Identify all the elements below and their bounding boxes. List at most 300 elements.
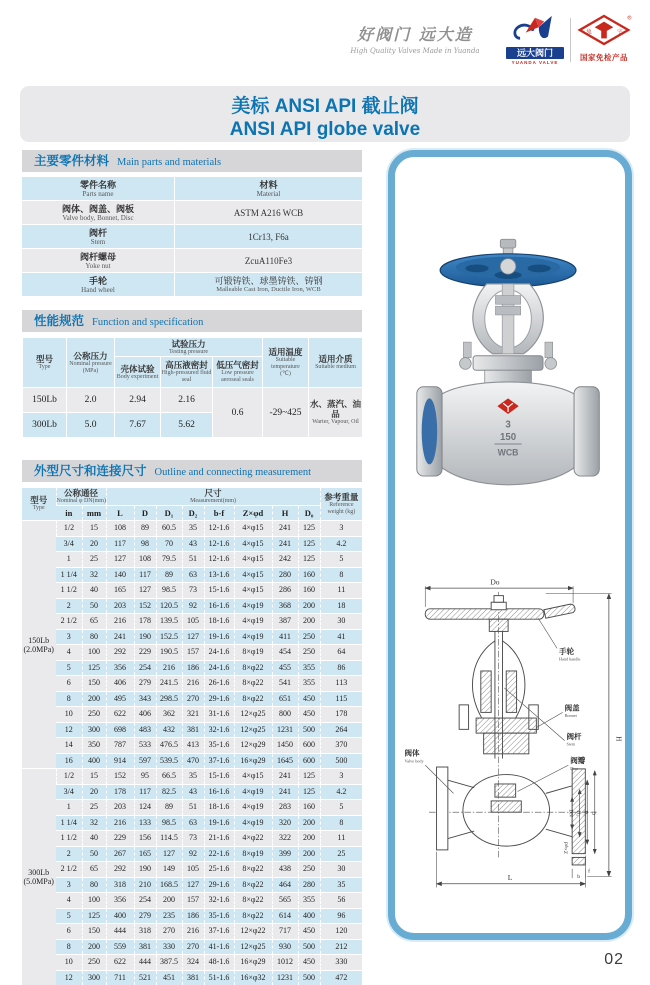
dim-cell: 35-1.6 bbox=[204, 738, 234, 754]
dim-cell: 355 bbox=[298, 676, 320, 692]
dim-cell: 165 bbox=[134, 846, 156, 862]
table-row bbox=[22, 583, 362, 599]
dim-cell: 43 bbox=[182, 536, 204, 552]
dim-cell: 270 bbox=[182, 691, 204, 707]
dim-cell: 108 bbox=[106, 521, 134, 537]
dim-cell: 12×φ25 bbox=[234, 722, 272, 738]
badge-diamond-icon bbox=[576, 14, 632, 46]
dim-cell: 318 bbox=[106, 877, 134, 893]
dim-cell: 40 bbox=[82, 831, 106, 847]
dim-cell: 8 bbox=[320, 815, 362, 831]
dim-cell: 64 bbox=[320, 645, 362, 661]
dim-cell: 521 bbox=[134, 970, 156, 985]
table-row bbox=[22, 738, 362, 754]
dim-cell: 8 bbox=[320, 567, 362, 583]
dim-cell: 500 bbox=[320, 753, 362, 769]
section-spec-en: Function and specification bbox=[92, 317, 203, 328]
page-title-zh: 美标 ANSI API 截止阀 bbox=[20, 91, 630, 118]
dim-cell: 3/4 bbox=[56, 536, 82, 552]
table-row bbox=[22, 691, 362, 707]
dim-cell: 597 bbox=[134, 753, 156, 769]
spec-header-medium: 适用介质 Suitable medium bbox=[309, 338, 363, 388]
dim-cell: 25 bbox=[320, 846, 362, 862]
dim-cell: 16-1.6 bbox=[204, 784, 234, 800]
header-parts-name: 零件名称 Parts name bbox=[22, 177, 174, 200]
valve-figure-card bbox=[388, 150, 632, 940]
dim-cell: 216 bbox=[182, 676, 204, 692]
dim-cell: 51 bbox=[182, 552, 204, 568]
dim-cell: 12×φ25 bbox=[234, 939, 272, 955]
dim-cell: 476.5 bbox=[156, 738, 182, 754]
dim-cell: 267 bbox=[106, 846, 134, 862]
dim-cell: 539.5 bbox=[156, 753, 182, 769]
label-bonnet-zh: 阀盖 bbox=[565, 703, 581, 713]
dim-cell: 24-1.6 bbox=[204, 660, 234, 676]
dims-header-size: 尺寸 Measurement(mm) bbox=[106, 488, 320, 506]
dim-cell: 330 bbox=[320, 955, 362, 971]
table-row: 阀体、阀盖、阀板 Valve body, Bonnet, Disc ASTM A216 WCB bbox=[22, 201, 362, 224]
dims-header-type: 型号 Type bbox=[22, 488, 56, 521]
brand-swoosh-icon bbox=[506, 14, 564, 42]
dim-cell: 157 bbox=[182, 893, 204, 909]
dim-cell: 25 bbox=[82, 552, 106, 568]
dim-cell: 15 bbox=[82, 521, 106, 537]
dim-cell: 115 bbox=[320, 691, 362, 707]
dim-d1-label: D₁ bbox=[582, 810, 588, 816]
table-row bbox=[22, 939, 362, 955]
dim-cell: 1012 bbox=[272, 955, 298, 971]
dim-cell: 8×φ19 bbox=[234, 645, 272, 661]
dim-cell: 4 bbox=[56, 645, 82, 661]
dim-cell: 500 bbox=[298, 722, 320, 738]
dim-cell: 3 bbox=[56, 877, 82, 893]
dim-cell: 254 bbox=[134, 660, 156, 676]
dim-cell: 178 bbox=[134, 614, 156, 630]
dim-cell: 98.5 bbox=[156, 583, 182, 599]
dim-cell: 455 bbox=[272, 660, 298, 676]
dim-cell: 50 bbox=[82, 846, 106, 862]
dim-cell: 1 1/2 bbox=[56, 583, 82, 599]
table-row bbox=[22, 645, 362, 661]
dim-cell: 15 bbox=[82, 769, 106, 785]
dim-cell: 4×φ15 bbox=[234, 583, 272, 599]
dim-cell: 32 bbox=[82, 567, 106, 583]
dim-cell: 100 bbox=[82, 893, 106, 909]
dim-cell: 1231 bbox=[272, 722, 298, 738]
dim-cell: 5 bbox=[56, 908, 82, 924]
dim-cell: 32-1.6 bbox=[204, 893, 234, 909]
dim-cell: 381 bbox=[134, 939, 156, 955]
dim-cell: 127 bbox=[182, 877, 204, 893]
dim-cell: 19-1.6 bbox=[204, 629, 234, 645]
dim-cell: 464 bbox=[272, 877, 298, 893]
dim-cell: 4.2 bbox=[320, 536, 362, 552]
table-row bbox=[22, 567, 362, 583]
table-row: 150Lb 2.0 2.94 2.16 0.6 -29~425 水、蒸汽、油品 Warter, Vapour, Oil bbox=[23, 388, 363, 413]
dim-cell: 125 bbox=[298, 536, 320, 552]
dim-cell: 96 bbox=[320, 908, 362, 924]
dim-cell: 95 bbox=[134, 769, 156, 785]
dim-do-label: Do bbox=[490, 577, 499, 586]
dim-cell: 113 bbox=[320, 676, 362, 692]
dim-cell: 343 bbox=[134, 691, 156, 707]
dim-cell: 279 bbox=[134, 908, 156, 924]
dim-cell: 22-1.6 bbox=[204, 846, 234, 862]
dim-cell: 200 bbox=[156, 893, 182, 909]
dim-cell: 150 bbox=[82, 676, 106, 692]
dim-cell: 16×φ29 bbox=[234, 753, 272, 769]
dim-cell: 450 bbox=[298, 924, 320, 940]
dim-cell: 283 bbox=[272, 800, 298, 816]
valve-drawing bbox=[397, 555, 623, 923]
dim-cell: 160 bbox=[298, 567, 320, 583]
label-bonnet-en: Bonnet bbox=[565, 713, 578, 718]
dim-cell: 241 bbox=[272, 521, 298, 537]
dim-cell: 186 bbox=[182, 908, 204, 924]
slogan-zh: 好阀门 远大造 bbox=[325, 22, 505, 45]
dim-cell: 387 bbox=[272, 614, 298, 630]
aeroseal-value: 0.6 bbox=[213, 388, 263, 438]
dim-cell: 16×φ32 bbox=[234, 970, 272, 985]
table-header-row bbox=[22, 177, 362, 200]
dim-cell: 454 bbox=[272, 645, 298, 661]
dim-cell: 4×φ19 bbox=[234, 629, 272, 645]
dim-cell: 41-1.6 bbox=[204, 939, 234, 955]
badge-label: 国家免检产品 bbox=[576, 52, 632, 63]
dim-cell: 48-1.6 bbox=[204, 955, 234, 971]
table-row bbox=[22, 846, 362, 862]
dim-cell: 32 bbox=[82, 815, 106, 831]
dim-cell: 200 bbox=[298, 815, 320, 831]
dim-cell: 105 bbox=[182, 862, 204, 878]
dim-cell: 438 bbox=[272, 862, 298, 878]
dim-zxd-label: Z×φd bbox=[563, 842, 569, 854]
dim-cell: 152 bbox=[106, 769, 134, 785]
dim-cell: 250 bbox=[298, 629, 320, 645]
dim-cell: 350 bbox=[82, 738, 106, 754]
dim-cell: 600 bbox=[298, 738, 320, 754]
dim-cell: 356 bbox=[106, 893, 134, 909]
dim-cell: 12 bbox=[56, 722, 82, 738]
dim-cell: 930 bbox=[272, 939, 298, 955]
dim-cell: 250 bbox=[298, 645, 320, 661]
dim-cell: 105 bbox=[182, 614, 204, 630]
dim-cell: 216 bbox=[106, 815, 134, 831]
dim-cell: 73 bbox=[182, 583, 204, 599]
dim-cell: 4×φ15 bbox=[234, 536, 272, 552]
dim-cell: 14 bbox=[56, 738, 82, 754]
dim-cell: 229 bbox=[106, 831, 134, 847]
table-row bbox=[22, 862, 362, 878]
dim-cell: 100 bbox=[82, 645, 106, 661]
dim-f-label: f bbox=[588, 867, 590, 874]
table-row bbox=[22, 908, 362, 924]
dim-cell: 241.5 bbox=[156, 676, 182, 692]
dim-cell: 12 bbox=[56, 970, 82, 985]
materials-table bbox=[22, 177, 362, 297]
dim-cell: 12-1.6 bbox=[204, 521, 234, 537]
dim-cell: 8×φ22 bbox=[234, 877, 272, 893]
dim-cell: 89 bbox=[156, 800, 182, 816]
dim-cell: 8×φ22 bbox=[234, 908, 272, 924]
dim-cell: 450 bbox=[298, 707, 320, 723]
table-row bbox=[22, 536, 362, 552]
label-disc-en: Disc bbox=[570, 766, 578, 771]
dim-cell: 450 bbox=[298, 955, 320, 971]
dim-cell: 5 bbox=[320, 800, 362, 816]
dim-cell: 3 bbox=[320, 521, 362, 537]
dim-cell: 5 bbox=[320, 552, 362, 568]
dim-cell: 242 bbox=[272, 552, 298, 568]
dim-cell: 41 bbox=[320, 629, 362, 645]
dim-cell: 320 bbox=[272, 815, 298, 831]
table-row bbox=[22, 831, 362, 847]
dim-cell: 3/4 bbox=[56, 784, 82, 800]
dim-d2-label: D₂ bbox=[575, 810, 581, 816]
dim-cell: 451 bbox=[156, 970, 182, 985]
valve-yoke bbox=[473, 284, 544, 354]
table-row bbox=[22, 598, 362, 614]
dim-cell: 1 bbox=[56, 552, 82, 568]
dim-cell: 92 bbox=[182, 598, 204, 614]
dim-cell: 8×φ22 bbox=[234, 862, 272, 878]
dim-cell: 98.5 bbox=[156, 815, 182, 831]
dim-cell: 20 bbox=[82, 536, 106, 552]
dim-cell: 32-1.6 bbox=[204, 722, 234, 738]
spec-header-temp: 适用温度 Suitable temperature (℃) bbox=[263, 338, 309, 388]
dim-cell: 241 bbox=[272, 769, 298, 785]
dim-cell: 432 bbox=[156, 722, 182, 738]
dim-cell: 300 bbox=[82, 722, 106, 738]
dim-cell: 279 bbox=[134, 676, 156, 692]
dim-cell: 140 bbox=[106, 567, 134, 583]
dim-cell: 79.5 bbox=[156, 552, 182, 568]
dim-cell: 4×φ19 bbox=[234, 784, 272, 800]
dim-cell: 8×φ19 bbox=[234, 846, 272, 862]
dim-cell: 18-1.6 bbox=[204, 800, 234, 816]
label-body-en: Valve body bbox=[405, 758, 425, 763]
dim-cell: 406 bbox=[134, 707, 156, 723]
dim-cell: 622 bbox=[106, 707, 134, 723]
dim-cell: 406 bbox=[106, 676, 134, 692]
spec-table bbox=[22, 337, 363, 438]
dim-cell: 1231 bbox=[272, 970, 298, 985]
dim-cell: 280 bbox=[272, 567, 298, 583]
dim-cell: 29-1.6 bbox=[204, 877, 234, 893]
dim-cell: 622 bbox=[106, 955, 134, 971]
dim-cell: 355 bbox=[298, 893, 320, 909]
inspection-badge bbox=[576, 14, 632, 63]
dim-cell: 63 bbox=[182, 815, 204, 831]
dim-cell: 3 bbox=[320, 769, 362, 785]
dim-cell: 40 bbox=[82, 583, 106, 599]
svg-text:兔: 兔 bbox=[586, 28, 592, 36]
dim-cell: 13-1.6 bbox=[204, 567, 234, 583]
dim-cell: 86 bbox=[320, 660, 362, 676]
dim-cell: 12-1.6 bbox=[204, 552, 234, 568]
dim-cell: 29-1.6 bbox=[204, 691, 234, 707]
dim-cell: 186 bbox=[182, 660, 204, 676]
svg-text:3: 3 bbox=[505, 420, 511, 431]
type-group-cell: 300Lb (5.0MPa) bbox=[22, 769, 56, 985]
dim-cell: 10 bbox=[56, 707, 82, 723]
dim-cell: 124 bbox=[134, 800, 156, 816]
dim-cell: 8×φ22 bbox=[234, 660, 272, 676]
type-group-cell: 150Lb (2.0MPa) bbox=[22, 521, 56, 769]
dim-cell: 51 bbox=[182, 800, 204, 816]
badge-reg-mark: ® bbox=[627, 15, 632, 22]
dim-cell: 270 bbox=[156, 924, 182, 940]
section-spec-zh: 性能规范 bbox=[34, 310, 84, 332]
table-row: 手轮 Hand wheel 可锻铸铁、球墨铸铁、铸钢 Malleable Cast Iron, Ductile Iron, WCB bbox=[22, 273, 362, 296]
dim-cell: 203 bbox=[106, 800, 134, 816]
dim-cell: 30 bbox=[320, 614, 362, 630]
table-row: 阀杆 Stem 1Cr13, F6a bbox=[22, 225, 362, 248]
dim-cell: 216 bbox=[106, 614, 134, 630]
dim-cell: 698 bbox=[106, 722, 134, 738]
dim-cell: 472 bbox=[320, 970, 362, 985]
page-title-en: ANSI API globe valve bbox=[20, 119, 630, 141]
dim-cell: 8×φ22 bbox=[234, 893, 272, 909]
dim-cell: 914 bbox=[106, 753, 134, 769]
dim-cell: 117 bbox=[134, 567, 156, 583]
dim-cell: 125 bbox=[82, 660, 106, 676]
spec-header-type: 型号 Type bbox=[23, 338, 67, 388]
valve-handwheel bbox=[440, 254, 576, 287]
dim-cell: 200 bbox=[82, 939, 106, 955]
dim-cell: 89 bbox=[134, 521, 156, 537]
dim-cell: 63 bbox=[182, 567, 204, 583]
medium-value: 水、蒸汽、油品 Warter, Vapour, Oil bbox=[309, 388, 363, 438]
dim-cell: 26-1.6 bbox=[204, 676, 234, 692]
section-materials-zh: 主要零件材料 bbox=[34, 150, 109, 172]
dim-cell: 2 1/2 bbox=[56, 614, 82, 630]
table-row: 阀杆螺母 Yoke nut ZcuA110Fe3 bbox=[22, 249, 362, 272]
dim-cell: 16 bbox=[56, 753, 82, 769]
dim-cell: 149 bbox=[156, 862, 182, 878]
dim-cell: 322 bbox=[272, 831, 298, 847]
dims-subheader-row: in mm L D D₁ D₂ b-f Z×φd H D₀ bbox=[22, 506, 362, 521]
dim-dn-label: DN bbox=[567, 809, 573, 817]
dim-cell: 4×φ19 bbox=[234, 800, 272, 816]
dim-cell: 2 bbox=[56, 598, 82, 614]
label-stem-zh: 阀杆 bbox=[567, 731, 583, 741]
dim-cell: 50 bbox=[82, 598, 106, 614]
dim-cell: 127 bbox=[106, 552, 134, 568]
dim-cell: 190 bbox=[134, 862, 156, 878]
label-handwheel-zh: 手轮 bbox=[559, 646, 575, 656]
dim-cell: 4×φ22 bbox=[234, 831, 272, 847]
dim-cell: 1450 bbox=[272, 738, 298, 754]
dim-cell: 1/2 bbox=[56, 769, 82, 785]
dim-cell: 12×φ29 bbox=[234, 738, 272, 754]
section-dims bbox=[22, 460, 362, 482]
table-row bbox=[22, 521, 362, 537]
dim-cell: 387.5 bbox=[156, 955, 182, 971]
dim-cell: 30 bbox=[320, 862, 362, 878]
dim-cell: 413 bbox=[182, 738, 204, 754]
dim-cell: 4×φ15 bbox=[234, 769, 272, 785]
dims-header-weight: 参考重量 Reference weight (kg) bbox=[320, 488, 362, 521]
dimensions-table bbox=[22, 487, 362, 985]
dim-cell: 399 bbox=[272, 846, 298, 862]
dim-cell: 98 bbox=[134, 536, 156, 552]
table-row: 300Lb 5.0 7.67 5.62 bbox=[23, 413, 363, 438]
dim-cell: 200 bbox=[298, 831, 320, 847]
table-row bbox=[22, 955, 362, 971]
dim-cell: 264 bbox=[320, 722, 362, 738]
dim-cell: 178 bbox=[106, 784, 134, 800]
dim-cell: 190.5 bbox=[156, 645, 182, 661]
dim-cell: 356 bbox=[106, 660, 134, 676]
dim-cell: 1645 bbox=[272, 753, 298, 769]
label-disc-zh: 阀瓣 bbox=[570, 755, 586, 765]
dim-cell: 381 bbox=[182, 722, 204, 738]
dim-cell: 35-1.6 bbox=[204, 908, 234, 924]
dim-cell: 150 bbox=[82, 924, 106, 940]
dim-cell: 160 bbox=[298, 583, 320, 599]
dim-cell: 500 bbox=[298, 970, 320, 985]
dim-cell: 559 bbox=[106, 939, 134, 955]
dim-cell: 6 bbox=[56, 924, 82, 940]
dim-cell: 114.5 bbox=[156, 831, 182, 847]
dim-cell: 614 bbox=[272, 908, 298, 924]
dim-cell: 444 bbox=[134, 955, 156, 971]
dim-cell: 117 bbox=[106, 536, 134, 552]
dim-cell: 156 bbox=[134, 831, 156, 847]
dim-cell: 12-1.6 bbox=[204, 536, 234, 552]
dim-cell: 139.5 bbox=[156, 614, 182, 630]
dim-cell: 37-1.6 bbox=[204, 924, 234, 940]
section-dims-zh: 外型尺寸和连接尺寸 bbox=[34, 460, 147, 482]
dim-cell: 66.5 bbox=[156, 769, 182, 785]
dim-cell: 4×φ15 bbox=[234, 521, 272, 537]
dim-cell: 11 bbox=[320, 831, 362, 847]
spec-header-aeroseal: 低压气密封 Low pressure aeroseal seals bbox=[213, 357, 263, 388]
dim-cell: 18-1.6 bbox=[204, 614, 234, 630]
dim-cell: 15-1.6 bbox=[204, 769, 234, 785]
table-row bbox=[22, 707, 362, 723]
dim-cell: 4.2 bbox=[320, 784, 362, 800]
valve-photo bbox=[403, 181, 617, 547]
dim-cell: 125 bbox=[298, 521, 320, 537]
dim-cell: 31-1.6 bbox=[204, 707, 234, 723]
dim-cell: 51-1.6 bbox=[204, 970, 234, 985]
section-materials-en: Main parts and materials bbox=[117, 157, 221, 168]
dim-cell: 355 bbox=[298, 660, 320, 676]
dim-cell: 125 bbox=[82, 908, 106, 924]
dim-cell: 270 bbox=[182, 939, 204, 955]
dims-table-body bbox=[22, 521, 362, 985]
dim-b-label: b bbox=[577, 874, 580, 880]
table-row bbox=[22, 769, 362, 785]
dim-cell: 18 bbox=[320, 598, 362, 614]
brand-logo bbox=[506, 14, 564, 65]
dim-cell: 381 bbox=[182, 970, 204, 985]
dim-cell: 43 bbox=[182, 784, 204, 800]
dim-cell: 250 bbox=[82, 707, 106, 723]
dim-cell: 157 bbox=[182, 645, 204, 661]
table-row bbox=[22, 660, 362, 676]
spec-header-fluid: 高压液密封 High-pressured fluid seal bbox=[161, 357, 213, 388]
dim-cell: 4×φ19 bbox=[234, 614, 272, 630]
dim-cell: 411 bbox=[272, 629, 298, 645]
dim-cell: 125 bbox=[298, 769, 320, 785]
temperature-value: -29~425 bbox=[263, 388, 309, 438]
dim-cell: 10 bbox=[56, 955, 82, 971]
dim-cell: 495 bbox=[106, 691, 134, 707]
dim-cell: 4×φ15 bbox=[234, 567, 272, 583]
